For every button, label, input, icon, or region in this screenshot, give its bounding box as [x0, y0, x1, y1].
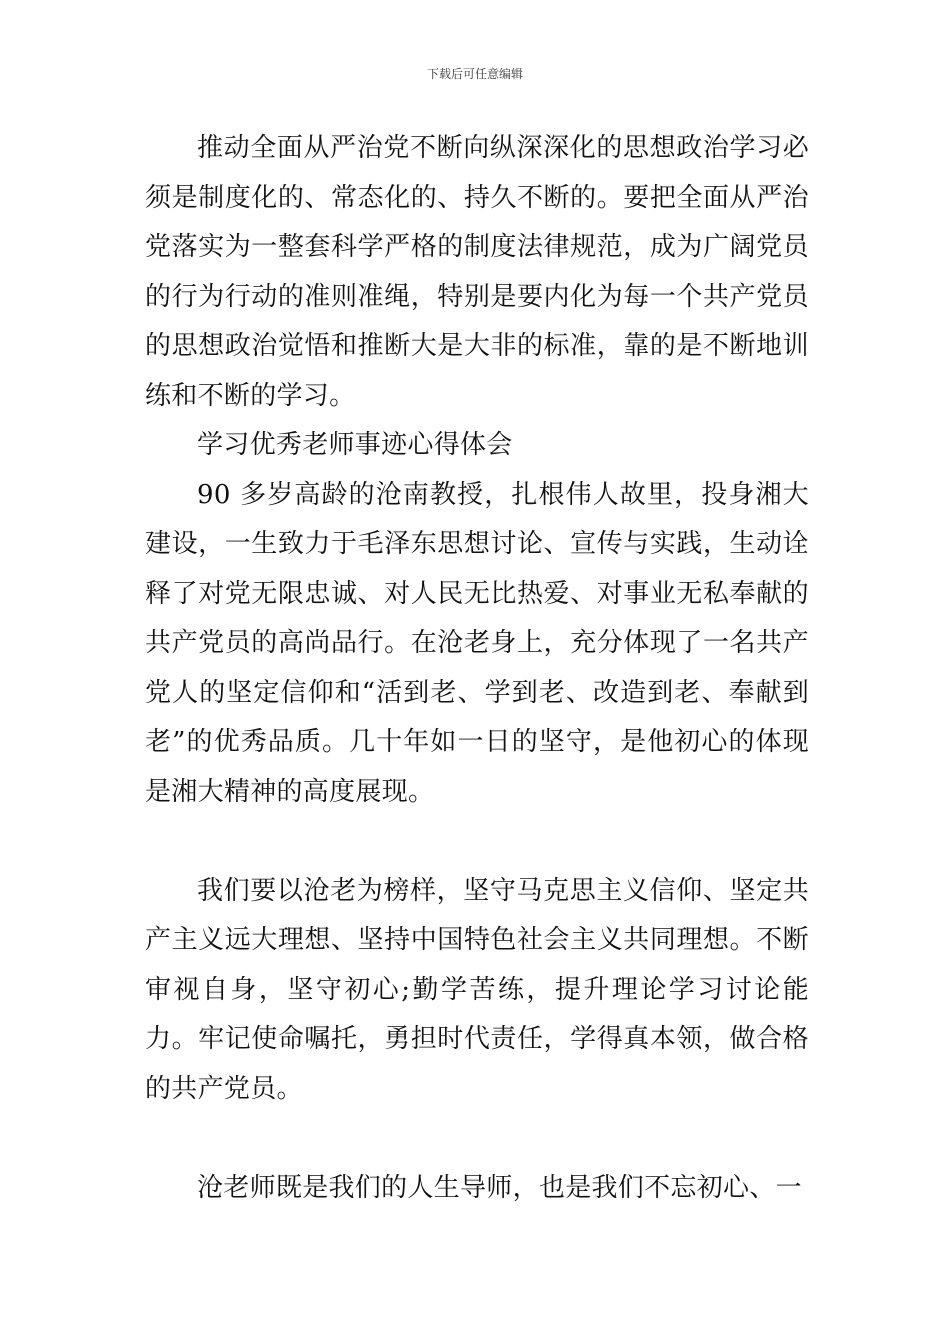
download-note: 下载后可任意编辑 [426, 67, 523, 81]
paragraph-professor-cangnan: 90 多岁高龄的沧南教授，扎根伟人故里，投身湘大建设，一生致力于毛泽东思想讨论、宣传与实践，生动诠释了对党无限忠诚、对人民无比热爱、对事业无私奉献的共产党员的高尚品行。在沧老身上，充分体现了一名共产党人的坚定信仰和“活到老、学到老、改造到老、奉献到老”的优秀品质。几十年如一日的坚守，是他初心的体现是湘大精神的高度展现。 [145, 479, 809, 807]
document-body [145, 124, 809, 1213]
paragraph-learn-from-example: 我们要以沧老为榜样，坚守马克思主义信仰、坚定共产主义远大理想、坚持中国特色社会主义共同理想。不断审视自身，坚守初心;勤学苦练，提升理论学习讨论能力。牢记使命嘱托，勇担时代责任，学得真本领，做合格的共产党员。 [145, 875, 809, 1104]
paragraph-spacer [145, 817, 809, 867]
paragraph-life-mentor: 沧老师既是我们的人生导师，也是我们不忘初心、一 [197, 1172, 802, 1203]
section-title: 学习优秀老师事迹心得体会 [197, 430, 513, 460]
paragraph-party-discipline: 推动全面从严治党不断向纵深深化的思想政治学习必须是制度化的、常态化的、持久不断的。要把全面从严治党落实为一整套科学严格的制度法律规范，成为广阔党员的行为行动的准则准绳，特别是要内化为每一个共产党员的思想政治觉悟和推断大是大非的标准，靠的是不断地训练和不断的学习。 [145, 133, 809, 411]
paragraph-spacer [145, 1114, 809, 1164]
